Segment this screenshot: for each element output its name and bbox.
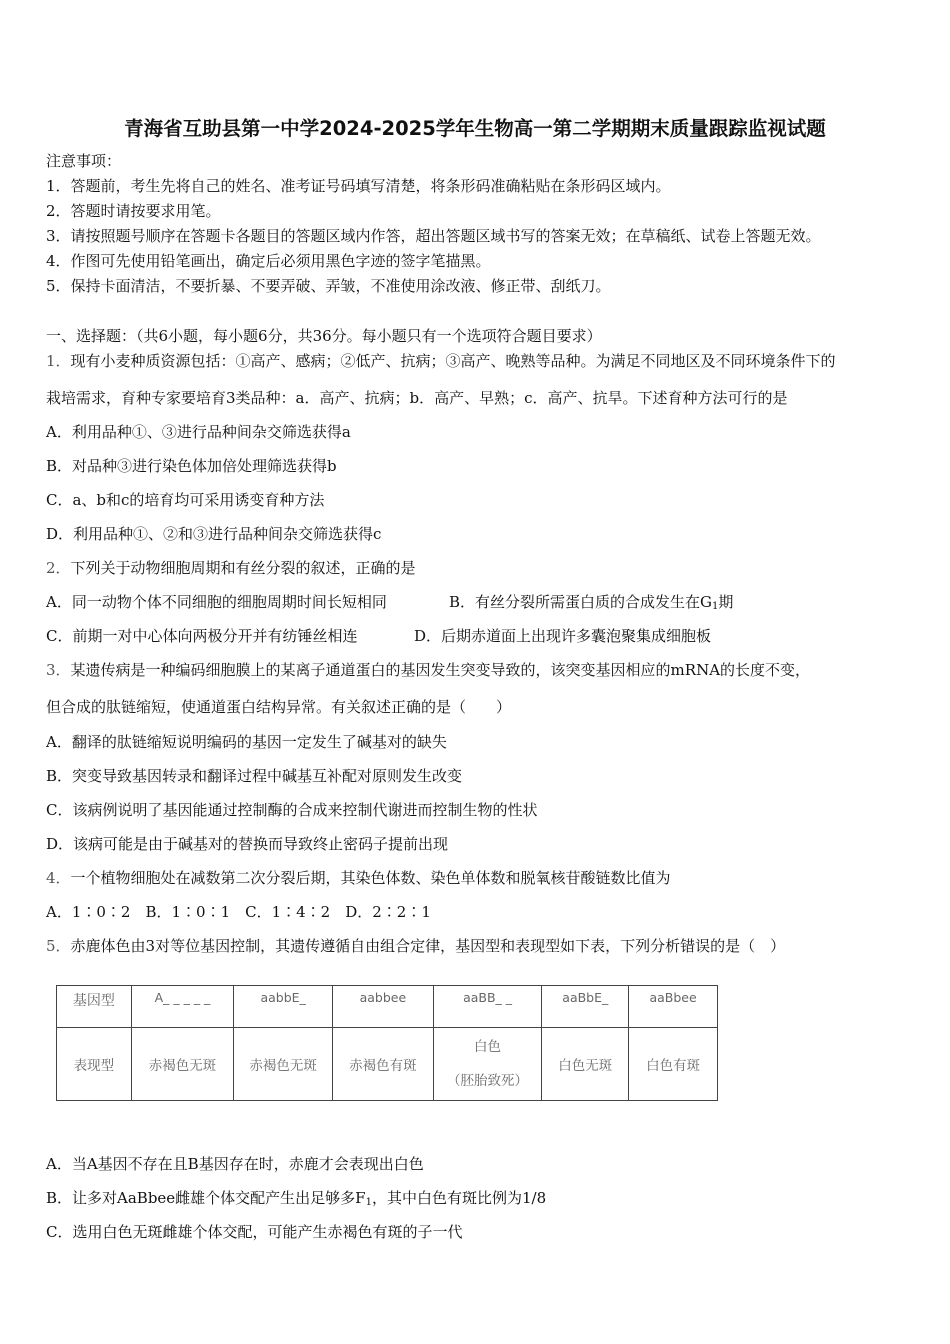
question-2-option-d: D．后期赤道面上出现许多囊泡聚集成细胞板 (414, 627, 712, 645)
question-1-number: 1． (46, 352, 71, 370)
question-5-number: 5． (46, 937, 71, 955)
question-4-options: A．1∶0∶2 B．1∶0∶1 C．1∶4∶2 D．2∶2∶1 (46, 903, 431, 921)
section-heading: 一、选择题：（共6小题，每小题6分，共36分。每小题只有一个选项符合题目要求） (46, 327, 602, 345)
question-3-stem-line2: 但合成的肽链缩短，使通道蛋白结构异常。有关叙述正确的是（ ） (46, 698, 512, 716)
question-2-option-a: A．同一动物个体不同细胞的细胞周期时间长短相同 (46, 593, 387, 611)
genotype-row (57, 986, 718, 1028)
notice-item-3: 3．请按照题号顺序在答题卡各题目的答题区域内作答，超出答题区域书写的答案无效；在草稿纸、试卷上答题无效。 (46, 227, 821, 245)
phenotype-cell-4 (433, 1028, 542, 1101)
question-2-stem (46, 559, 416, 577)
question-5-stem-text: 赤鹿体色由3对等位基因控制，其遗传遵循自由组合定律，基因型和表现型如下表，下列分析错误的是（ ） (70, 937, 786, 955)
question-3-number: 3． (46, 661, 71, 679)
genotype-cell-6: aaBbee (629, 986, 718, 1028)
question-1-stem (46, 352, 836, 370)
question-5-option-a: A．当A基因不存在且B基因存在时，赤鹿才会表现出白色 (46, 1155, 424, 1173)
question-3-stem (46, 661, 810, 679)
phenotype-cell-4-extra: （胚胎致死） (447, 1073, 529, 1089)
question-4-stem-text: 一个植物细胞处在减数第二次分裂后期，其染色体数、染色单体数和脱氧核苷酸链数比值为 (70, 869, 671, 887)
phenotype-cell-3: 赤褐色有斑 (332, 1028, 433, 1101)
page-title: 青海省互助县第一中学2024-2025学年生物高一第二学期期末质量跟踪监视试题 (124, 117, 826, 140)
question-3-option-c: C．该病例说明了基因能通过控制酶的合成来控制代谢进而控制生物的性状 (46, 801, 538, 819)
genotype-table (56, 985, 718, 1101)
question-3-option-b: B．突变导致基因转录和翻译过程中碱基互补配对原则发生改变 (46, 767, 463, 785)
phenotype-cell-1: 赤褐色无斑 (131, 1028, 234, 1101)
phenotype-cell-5: 白色无斑 (542, 1028, 629, 1101)
question-2-option-b-post: 期 (718, 593, 734, 611)
question-2-option-b-pre: B．有丝分裂所需蛋白质的合成发生在G (449, 593, 713, 611)
question-5-option-b-pre: B．让多对AaBbee雌雄个体交配产生出足够多F (46, 1189, 366, 1207)
question-2-option-b-sub: 1 (712, 601, 719, 612)
question-5-stem (46, 937, 785, 955)
question-2-option-c: C．前期一对中心体向两极分开并有纺锤丝相连 (46, 627, 358, 645)
question-1-option-a: A．利用品种①、③进行品种间杂交筛选获得a (46, 423, 351, 441)
genotype-cell-4: aaBB_ _ (433, 986, 542, 1028)
genotype-cell-5: aaBbE_ (542, 986, 629, 1028)
notice-item-4: 4．作图可先使用铅笔画出，确定后必须用黑色字迹的签字笔描黑。 (46, 252, 491, 270)
question-5-option-b (46, 1189, 546, 1212)
question-1-option-b: B．对品种③进行染色体加倍处理筛选获得b (46, 457, 337, 475)
question-3-option-d: D．该病可能是由于碱基对的替换而导致终止密码子提前出现 (46, 835, 449, 853)
question-5-option-c: C．选用白色无斑雌雄个体交配，可能产生赤褐色有斑的子一代 (46, 1223, 463, 1241)
phenotype-row (57, 1028, 718, 1101)
genotype-cell-2: aabbE_ (234, 986, 333, 1028)
phenotype-cell-6: 白色有斑 (629, 1028, 718, 1101)
genotype-cell-3: aabbee (332, 986, 433, 1028)
question-2-option-b (449, 593, 733, 616)
question-4-number: 4． (46, 869, 71, 887)
notice-item-1: 1．答题前，考生先将自己的姓名、准考证号码填写清楚，将条形码准确粘贴在条形码区域内。 (46, 177, 671, 195)
notice-item-2: 2．答题时请按要求用笔。 (46, 202, 221, 220)
phenotype-header: 表现型 (57, 1028, 132, 1101)
question-2-stem-text: 下列关于动物细胞周期和有丝分裂的叙述，正确的是 (70, 559, 416, 577)
question-1-stem-line2: 栽培需求，育种专家要培育3类品种：a．高产、抗病；b．高产、早熟；c．高产、抗旱。下述育种方法可行的是 (46, 389, 788, 407)
question-3-stem-line1: 某遗传病是一种编码细胞膜上的某离子通道蛋白的基因发生突变导致的，该突变基因相应的mRNA的长度不变， (70, 661, 811, 679)
notice-item-5: 5．保持卡面清洁，不要折暴、不要弄破、弄皱，不准使用涂改液、修正带、刮纸刀。 (46, 277, 611, 295)
question-5-option-b-post: ，其中白色有斑比例为1/8 (371, 1189, 547, 1207)
question-2-number: 2． (46, 559, 71, 577)
question-5-option-b-sub: 1 (365, 1197, 372, 1208)
genotype-cell-1: A_ _ _ _ _ (131, 986, 234, 1028)
question-1-stem-line1: 现有小麦种质资源包括：①高产、感病；②低产、抗病；③高产、晚熟等品种。为满足不同地区及不同环境条件下的 (70, 352, 836, 370)
notice-heading: 注意事项： (46, 152, 122, 170)
phenotype-cell-4-main: 白色 (474, 1039, 502, 1055)
phenotype-cell-2: 赤褐色无斑 (234, 1028, 333, 1101)
question-4-stem (46, 869, 671, 887)
question-1-option-c: C．a、b和c的培育均可采用诱变育种方法 (46, 491, 325, 509)
genotype-header: 基因型 (57, 986, 132, 1028)
question-1-option-d: D．利用品种①、②和③进行品种间杂交筛选获得c (46, 525, 382, 543)
question-3-option-a: A．翻译的肽链缩短说明编码的基因一定发生了碱基对的缺失 (46, 733, 447, 751)
